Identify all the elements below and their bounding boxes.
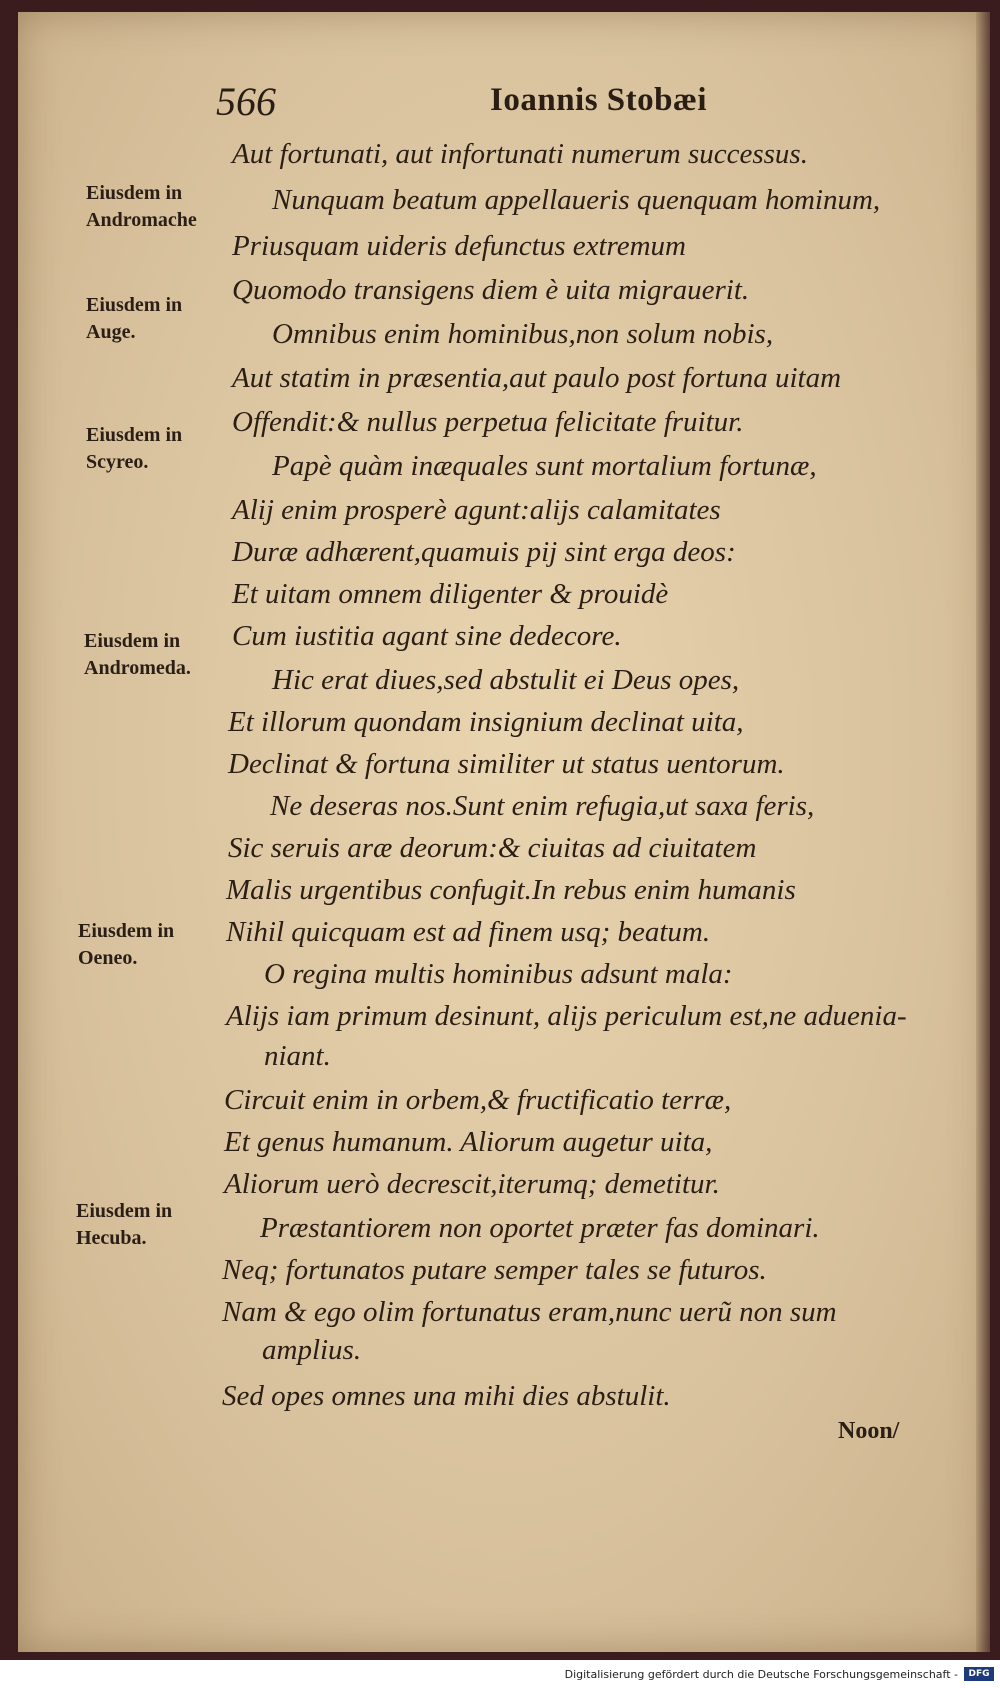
text-line: Omnibus enim hominibus,non solum nobis,: [272, 318, 774, 350]
text-line: Præstantiorem non oportet præter fas dominari.: [260, 1212, 820, 1244]
text-line: Neq; fortunatos putare semper tales se futuros.: [222, 1254, 767, 1286]
margin-note: [86, 422, 182, 476]
margin-note: [84, 628, 191, 682]
text-line: Nunquam beatum appellaueris quenquam hominum,: [272, 184, 881, 216]
text-line: Aliorum uerò decrescit,iterumq; demetitur.: [224, 1168, 720, 1200]
text-line: Nihil quicquam est ad finem usq; beatum.: [226, 916, 711, 948]
text-line: Et genus humanum. Aliorum augetur uita,: [224, 1126, 713, 1158]
text-line: Sed opes omnes una mihi dies abstulit.: [222, 1380, 671, 1412]
text-line: Et uitam omnem diligenter & prouidè: [232, 578, 669, 610]
text-line: Declinat & fortuna similiter ut status uentorum.: [228, 748, 785, 780]
text-line: Priusquam uideris defunctus extremum: [232, 230, 687, 262]
page-edge-shadow: [976, 12, 990, 1652]
text-line: Sic seruis aræ deorum:& ciuitas ad ciuitatem: [228, 832, 757, 864]
margin-note: [78, 918, 174, 972]
text-line: amplius.: [262, 1334, 362, 1366]
margin-note-line: Hecuba.: [76, 1227, 147, 1249]
margin-note-line: Andromeda.: [84, 657, 191, 679]
margin-note-line: Eiusdem in: [86, 294, 183, 316]
margin-note-line: Auge.: [86, 321, 136, 343]
margin-note-line: Eiusdem in: [78, 920, 175, 942]
text-line: niant.: [264, 1040, 331, 1072]
text-line: Aut statim in præsentia,aut paulo post fortuna uitam: [232, 362, 842, 394]
text-line: Malis urgentibus confugit.In rebus enim humanis: [226, 874, 796, 906]
margin-note-line: Eiusdem in: [86, 182, 183, 204]
text-line: O regina multis hominibus adsunt mala:: [264, 958, 733, 990]
margin-note-line: Eiusdem in: [76, 1200, 173, 1222]
text-line: Alij enim prosperè agunt:alijs calamitates: [232, 494, 721, 526]
margin-note-line: Andromache: [86, 209, 197, 231]
text-line: Ne deseras nos.Sunt enim refugia,ut saxa feris,: [270, 790, 815, 822]
margin-note: [86, 180, 197, 234]
text-line: Cum iustitia agant sine dedecore.: [232, 620, 622, 652]
margin-note-line: Scyreo.: [86, 451, 149, 473]
running-head: Ioannis Stobæi: [490, 82, 708, 118]
page-header: [0, 78, 1000, 128]
text-line: Papè quàm inæquales sunt mortalium fortunæ,: [272, 450, 817, 482]
margin-note-line: Eiusdem in: [84, 630, 181, 652]
digitization-credit: Digitalisierung gefördert durch die Deutsche Forschungsgemeinschaft -: [564, 1668, 958, 1681]
text-line: Offendit:& nullus perpetua felicitate fruitur.: [232, 406, 744, 438]
text-line: Alijs iam primum desinunt, alijs periculum est,ne aduenia-: [226, 1000, 907, 1032]
margin-note-line: Oeneo.: [78, 947, 138, 969]
dfg-logo[interactable]: DFG: [964, 1667, 994, 1681]
footer: [0, 1664, 1000, 1688]
margin-note: [76, 1198, 172, 1252]
margin-note-line: Eiusdem in: [86, 424, 183, 446]
text-line: Aut fortunati, aut infortunati numerum successus.: [232, 138, 808, 170]
page-number: 566: [216, 79, 276, 124]
text-line: Duræ adhærent,quamuis pij sint erga deos:: [232, 536, 736, 568]
text-line: Et illorum quondam insignium declinat uita,: [228, 706, 744, 738]
text-line: Nam & ego olim fortunatus eram,nunc uerũ non sum: [222, 1296, 837, 1328]
text-line: Quomodo transigens diem è uita migrauerit.: [232, 274, 750, 306]
text-line: Circuit enim in orbem,& fructificatio terræ,: [224, 1084, 732, 1116]
margin-note: [86, 292, 182, 346]
catchword: Noon/: [838, 1418, 900, 1444]
text-line: Hic erat diues,sed abstulit ei Deus opes,: [272, 664, 740, 696]
